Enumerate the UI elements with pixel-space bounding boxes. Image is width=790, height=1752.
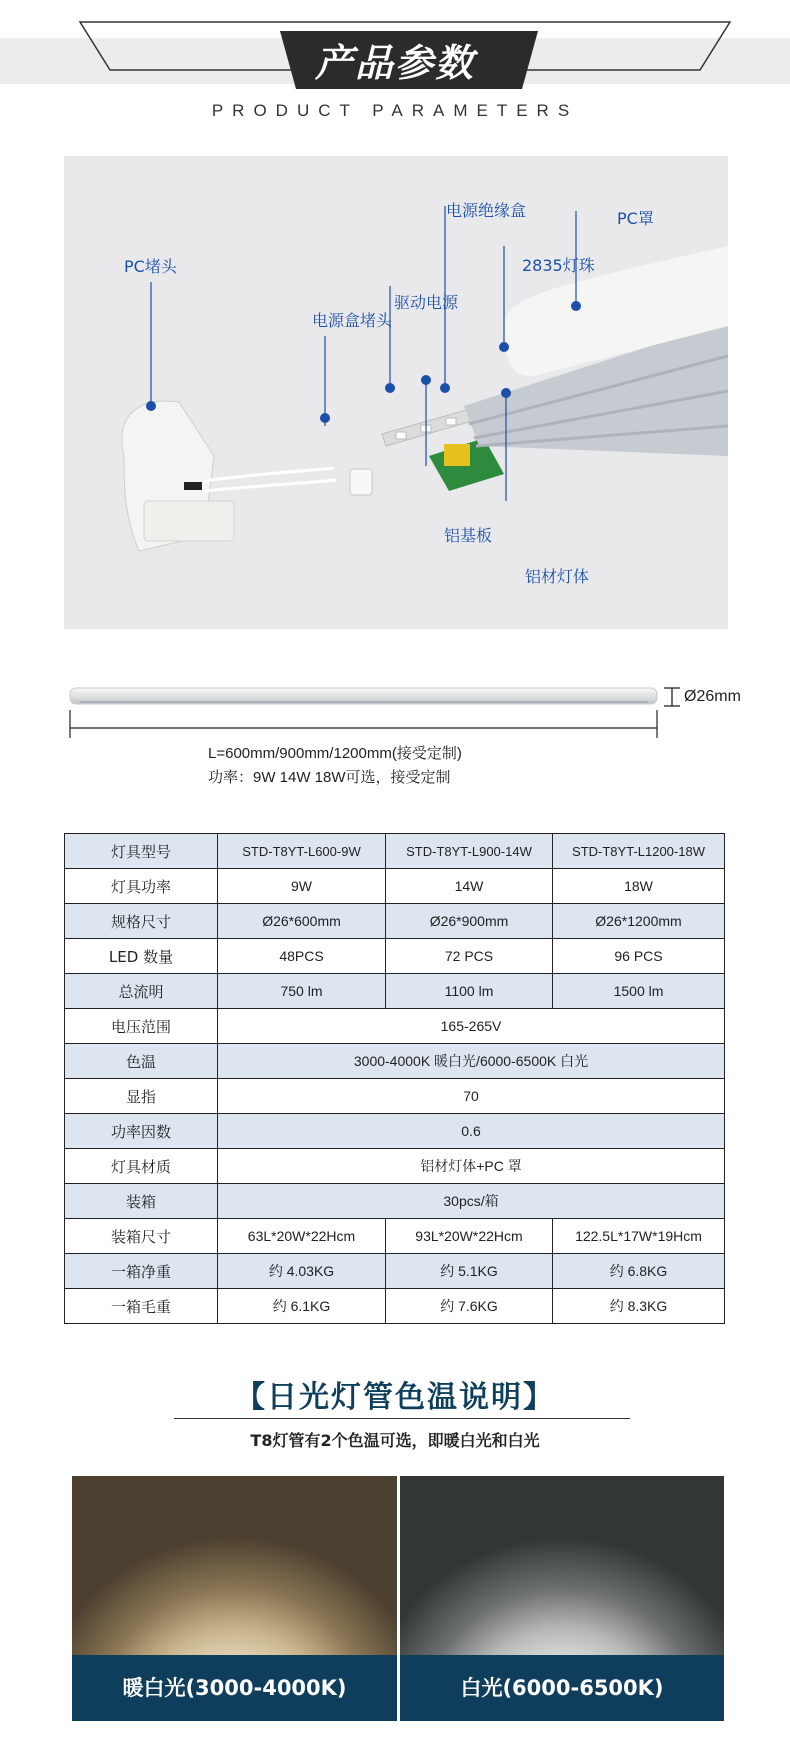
table-cell: Ø26*900mm [386,904,553,939]
table-cell: 48PCS [218,939,386,974]
table-cell: 165-265V [218,1009,725,1044]
table-row [65,1254,725,1289]
row-label: 显指 [65,1079,218,1114]
table-row [65,1044,725,1079]
row-label: 电压范围 [65,1009,218,1044]
tube-dimension-drawing [0,670,790,795]
table-row [65,1184,725,1219]
callout-pc-cover: PC罩 [617,209,654,228]
table-cell: 铝材灯体+PC 罩 [218,1149,725,1184]
length-label: L=600mm/900mm/1200mm(接受定制) [208,745,462,762]
table-cell: 18W [553,869,725,904]
table-row [65,939,725,974]
table-cell: 1100 lm [386,974,553,1009]
table-cell: STD-T8YT-L1200-18W [553,834,725,869]
table-row [65,1079,725,1114]
table-cell: 750 lm [218,974,386,1009]
table-row [65,1289,725,1324]
table-cell: Ø26*600mm [218,904,386,939]
power-label: 功率：9W 14W 18W可选，接受定制 [208,769,451,786]
callout-power-box-cap: 电源盒堵头 [312,311,393,330]
row-label: 灯具功率 [65,869,218,904]
callout-aluminum-body: 铝材灯体 [525,567,590,586]
warm-white-light-image [72,1476,397,1721]
callout-insulation-box: 电源绝缘盒 [446,201,527,220]
exploded-product-diagram [64,156,728,629]
table-cell: 93L*20W*22Hcm [386,1219,553,1254]
row-label: 功率因数 [65,1114,218,1149]
table-cell: 约 8.3KG [553,1289,725,1324]
table-cell: 9W [218,869,386,904]
row-label: 一箱毛重 [65,1289,218,1324]
table-cell: 63L*20W*22Hcm [218,1219,386,1254]
row-label: 总流明 [65,974,218,1009]
table-cell: 约 7.6KG [386,1289,553,1324]
table-cell: 0.6 [218,1114,725,1149]
table-cell: 96 PCS [553,939,725,974]
color-temp-subtitle: T8灯管有2个色温可选，即暖白光和白光 [250,1431,540,1450]
table-row [65,974,725,1009]
page-title: 产品参数 [314,41,475,85]
page-subtitle: PRODUCT PARAMETERS [211,101,579,120]
callout-aluminum-board: 铝基板 [444,526,493,545]
callout-pc-end-cap: PC堵头 [124,257,177,276]
table-row [65,904,725,939]
row-label: 一箱净重 [65,1254,218,1289]
table-row [65,869,725,904]
diameter-label: Ø26mm [684,688,741,705]
table-cell: Ø26*1200mm [553,904,725,939]
table-cell: 122.5L*17W*19Hcm [553,1219,725,1254]
row-label: LED 数量 [65,939,218,974]
row-label: 规格尺寸 [65,904,218,939]
cool-white-light-image [400,1476,724,1721]
table-row [65,1009,725,1044]
table-cell: 72 PCS [386,939,553,974]
table-row [65,1219,725,1254]
table-cell: 30pcs/箱 [218,1184,725,1219]
row-label: 装箱 [65,1184,218,1219]
callout-driver: 驱动电源 [394,293,459,312]
table-cell: 70 [218,1079,725,1114]
table-cell: 约 6.1KG [218,1289,386,1324]
row-label: 装箱尺寸 [65,1219,218,1254]
table-cell: 1500 lm [553,974,725,1009]
table-cell: STD-T8YT-L900-14W [386,834,553,869]
row-label: 灯具型号 [65,834,218,869]
table-cell: 14W [386,869,553,904]
row-label: 灯具材质 [65,1149,218,1184]
row-label: 色温 [65,1044,218,1079]
cool-white-label: 白光(6000-6500K) [400,1655,724,1721]
table-cell: 约 6.8KG [553,1254,725,1289]
warm-white-label: 暖白光(3000-4000K) [72,1655,397,1721]
color-temp-title: 【日光灯管色温说明】 [235,1380,555,1415]
table-row [65,834,725,869]
table-cell: 约 5.1KG [386,1254,553,1289]
table-cell: 3000-4000K 暖白光/6000-6500K 白光 [218,1044,725,1079]
callout-led-chips: 2835灯珠 [522,256,595,275]
table-row [65,1114,725,1149]
spec-table [64,833,725,1324]
table-cell: STD-T8YT-L600-9W [218,834,386,869]
table-row [65,1149,725,1184]
color-temp-divider [174,1418,630,1419]
table-cell: 约 4.03KG [218,1254,386,1289]
